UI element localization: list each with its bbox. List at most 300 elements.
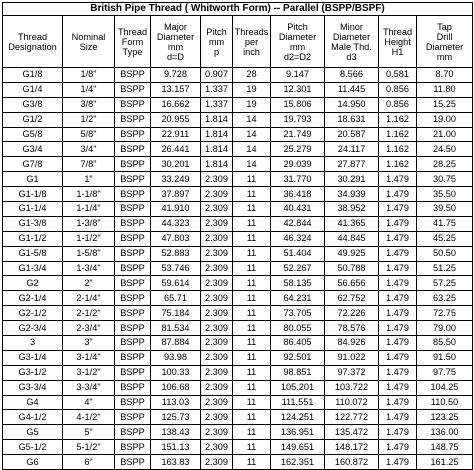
table-cell: 11 xyxy=(233,350,271,365)
table-cell: 19.00 xyxy=(417,112,473,127)
table-cell: 1.479 xyxy=(379,306,417,321)
table-cell: 1.162 xyxy=(379,157,417,172)
table-cell: BSPP xyxy=(115,172,151,187)
table-cell: 18.631 xyxy=(325,112,379,127)
table-cell: 1.479 xyxy=(379,336,417,351)
table-cell: 97.372 xyxy=(325,365,379,380)
table-cell: 80.055 xyxy=(271,321,325,336)
table-cell: BSPP xyxy=(115,321,151,336)
table-cell: 84.926 xyxy=(325,336,379,351)
column-header-line: p xyxy=(213,46,220,57)
column-header xyxy=(417,16,473,68)
table-cell: BSPP xyxy=(115,261,151,276)
table-cell: 1/8" xyxy=(63,68,115,83)
table-cell: 2.309 xyxy=(201,440,233,455)
table-cell: 11 xyxy=(233,440,271,455)
table-cell: 136.00 xyxy=(417,425,473,440)
table-cell: 2.309 xyxy=(201,291,233,306)
table-cell: 25.279 xyxy=(271,142,325,157)
table-cell: G4 xyxy=(3,395,63,410)
table-cell: 1.479 xyxy=(379,395,417,410)
table-cell: G3/8 xyxy=(3,97,63,112)
table-cell: 5" xyxy=(63,425,115,440)
table-cell: 104.25 xyxy=(417,380,473,395)
table-cell: 11 xyxy=(233,306,271,321)
table-cell: BSPP xyxy=(115,112,151,127)
table-cell: 30.291 xyxy=(325,172,379,187)
table-cell: 1.479 xyxy=(379,246,417,261)
table-body xyxy=(3,68,473,470)
table-cell: 1.479 xyxy=(379,261,417,276)
table-cell: 105.201 xyxy=(271,380,325,395)
table-cell: 11 xyxy=(233,410,271,425)
table-cell: 11 xyxy=(233,231,271,246)
table-cell: 8.566 xyxy=(325,68,379,83)
table-cell: 20.955 xyxy=(151,112,201,127)
table-cell: 47.803 xyxy=(151,231,201,246)
table-cell: 21.749 xyxy=(271,127,325,142)
table-cell: 38.952 xyxy=(325,202,379,217)
table-cell: BSPP xyxy=(115,455,151,470)
column-header-line: Threads xyxy=(234,26,269,37)
table-row xyxy=(3,172,473,187)
table-cell: 2.309 xyxy=(201,395,233,410)
column-header-line: Thread xyxy=(117,26,148,37)
table-row xyxy=(3,216,473,231)
table-row xyxy=(3,68,473,83)
column-header xyxy=(63,16,115,68)
table-cell: 24.117 xyxy=(325,142,379,157)
thread-table-container xyxy=(2,2,472,470)
table-cell: BSPP xyxy=(115,82,151,97)
table-cell: 11 xyxy=(233,202,271,217)
table-cell: 41.365 xyxy=(325,216,379,231)
table-cell: 50.788 xyxy=(325,261,379,276)
column-header-line: H1 xyxy=(391,46,404,57)
table-cell: 3 xyxy=(3,336,63,351)
table-cell: 51.25 xyxy=(417,261,473,276)
table-cell: BSPP xyxy=(115,306,151,321)
table-cell: 44.323 xyxy=(151,216,201,231)
table-cell: 14 xyxy=(233,112,271,127)
table-cell: 1.337 xyxy=(201,97,233,112)
table-cell: 87.884 xyxy=(151,336,201,351)
table-cell: 163.83 xyxy=(151,455,201,470)
table-cell: 125.73 xyxy=(151,410,201,425)
table-cell: 135.472 xyxy=(325,425,379,440)
table-cell: 58.135 xyxy=(271,276,325,291)
table-row xyxy=(3,276,473,291)
table-cell: 2.309 xyxy=(201,336,233,351)
table-cell: 4-1/2" xyxy=(63,410,115,425)
table-row xyxy=(3,455,473,470)
table-cell: BSPP xyxy=(115,350,151,365)
table-cell: 11 xyxy=(233,216,271,231)
table-cell: 124.251 xyxy=(271,410,325,425)
table-cell: BSPP xyxy=(115,336,151,351)
table-cell: 110.072 xyxy=(325,395,379,410)
table-cell: 0.907 xyxy=(201,68,233,83)
table-cell: G2 xyxy=(3,276,63,291)
table-cell: 138.43 xyxy=(151,425,201,440)
table-cell: 11 xyxy=(233,276,271,291)
table-cell: 1.479 xyxy=(379,231,417,246)
table-cell: 1-3/8" xyxy=(63,216,115,231)
table-cell: 2" xyxy=(63,276,115,291)
table-cell: 5-1/2" xyxy=(63,440,115,455)
table-cell: 11 xyxy=(233,455,271,470)
table-cell: G1/4 xyxy=(3,82,63,97)
table-cell: 1.814 xyxy=(201,127,233,142)
table-cell: 81.534 xyxy=(151,321,201,336)
table-cell: 3/8" xyxy=(63,97,115,112)
table-cell: 1-5/8" xyxy=(63,246,115,261)
column-header-line: Diameter xyxy=(156,31,195,42)
table-cell: 2.309 xyxy=(201,380,233,395)
table-cell: 111.551 xyxy=(271,395,325,410)
table-cell: 1.479 xyxy=(379,425,417,440)
table-row xyxy=(3,157,473,172)
table-cell: 49.925 xyxy=(325,246,379,261)
table-cell: 9.728 xyxy=(151,68,201,83)
table-cell: 20.587 xyxy=(325,127,379,142)
table-cell: 35.50 xyxy=(417,187,473,202)
column-header-line: Type xyxy=(122,46,143,57)
table-cell: 1.479 xyxy=(379,365,417,380)
table-cell: 100.33 xyxy=(151,365,201,380)
table-cell: G2-3/4 xyxy=(3,321,63,336)
table-cell: 0.856 xyxy=(379,82,417,97)
table-cell: 6" xyxy=(63,455,115,470)
table-cell: 16.662 xyxy=(151,97,201,112)
table-row xyxy=(3,321,473,336)
table-cell: 34.939 xyxy=(325,187,379,202)
column-header-line: Diameter xyxy=(332,31,371,42)
table-cell: 31.770 xyxy=(271,172,325,187)
table-cell: 11 xyxy=(233,365,271,380)
table-cell: 36.418 xyxy=(271,187,325,202)
table-cell: 11.80 xyxy=(417,82,473,97)
table-cell: 136.951 xyxy=(271,425,325,440)
table-cell: BSPP xyxy=(115,202,151,217)
table-cell: 14 xyxy=(233,127,271,142)
table-row xyxy=(3,410,473,425)
table-cell: G3-1/4 xyxy=(3,350,63,365)
table-cell: 1.162 xyxy=(379,142,417,157)
column-header-line: Size xyxy=(79,41,98,52)
table-cell: 41.75 xyxy=(417,216,473,231)
table-cell: 1.162 xyxy=(379,127,417,142)
table-cell: BSPP xyxy=(115,440,151,455)
table-cell: 65.71 xyxy=(151,291,201,306)
table-cell: G1-5/8 xyxy=(3,246,63,261)
table-cell: 11 xyxy=(233,261,271,276)
table-cell: 1.479 xyxy=(379,216,417,231)
table-cell: 1.814 xyxy=(201,157,233,172)
column-header-line: Diameter xyxy=(425,41,464,52)
table-row xyxy=(3,261,473,276)
table-cell: G7/8 xyxy=(3,157,63,172)
table-row xyxy=(3,127,473,142)
table-cell: 11 xyxy=(233,336,271,351)
table-cell: 106.68 xyxy=(151,380,201,395)
table-row xyxy=(3,187,473,202)
table-cell: 52.883 xyxy=(151,246,201,261)
column-header-line: Male Thd. xyxy=(331,41,372,52)
table-cell: BSPP xyxy=(115,425,151,440)
table-cell: 9.147 xyxy=(271,68,325,83)
table-cell: 46.324 xyxy=(271,231,325,246)
column-header-line: Thread xyxy=(17,31,48,42)
column-header-line: d=D xyxy=(166,51,185,62)
table-cell: 2.309 xyxy=(201,455,233,470)
table-cell: 45.25 xyxy=(417,231,473,246)
table-cell: G5/8 xyxy=(3,127,63,142)
table-cell: 64.231 xyxy=(271,291,325,306)
table-cell: 122.772 xyxy=(325,410,379,425)
table-cell: 57.25 xyxy=(417,276,473,291)
table-cell: 75.184 xyxy=(151,306,201,321)
table-cell: 39.50 xyxy=(417,202,473,217)
table-cell: 72.75 xyxy=(417,306,473,321)
table-cell: 3-3/4" xyxy=(63,380,115,395)
table-cell: 1" xyxy=(63,172,115,187)
table-cell: 3-1/4" xyxy=(63,350,115,365)
table-cell: 91.50 xyxy=(417,350,473,365)
table-cell: 148.172 xyxy=(325,440,379,455)
table-cell: 86.405 xyxy=(271,336,325,351)
table-cell: BSPP xyxy=(115,231,151,246)
table-cell: 11 xyxy=(233,187,271,202)
table-cell: G4-1/2 xyxy=(3,410,63,425)
thread-table xyxy=(2,2,473,470)
table-cell: 41.910 xyxy=(151,202,201,217)
column-header-line: mm xyxy=(208,36,225,47)
table-cell: 40.431 xyxy=(271,202,325,217)
table-cell: 160.872 xyxy=(325,455,379,470)
table-cell: 85.50 xyxy=(417,336,473,351)
column-header xyxy=(151,16,201,68)
table-cell: 1.479 xyxy=(379,410,417,425)
table-cell: 1-1/8" xyxy=(63,187,115,202)
table-cell: 1.479 xyxy=(379,276,417,291)
table-cell: 11.445 xyxy=(325,82,379,97)
table-cell: G3/4 xyxy=(3,142,63,157)
table-cell: 2.309 xyxy=(201,231,233,246)
column-header-line: mm xyxy=(436,51,453,62)
table-cell: 2.309 xyxy=(201,425,233,440)
column-header-line: per xyxy=(244,36,259,47)
table-cell: G1-3/8 xyxy=(3,216,63,231)
table-cell: 0.581 xyxy=(379,68,417,83)
table-cell: 11 xyxy=(233,380,271,395)
table-cell: G3-1/2 xyxy=(3,365,63,380)
column-header-line: d3 xyxy=(346,51,357,62)
table-cell: 5/8" xyxy=(63,127,115,142)
table-cell: G3-3/4 xyxy=(3,380,63,395)
column-header-line: d2=D2 xyxy=(283,51,312,62)
table-cell: 13.157 xyxy=(151,82,201,97)
table-cell: 42.844 xyxy=(271,216,325,231)
table-cell: BSPP xyxy=(115,410,151,425)
table-cell: 19 xyxy=(233,97,271,112)
table-cell: 2.309 xyxy=(201,246,233,261)
table-cell: G1-1/8 xyxy=(3,187,63,202)
table-cell: 113.03 xyxy=(151,395,201,410)
table-cell: 7/8" xyxy=(63,157,115,172)
table-cell: 11 xyxy=(233,321,271,336)
column-header-line: Thread xyxy=(382,26,413,37)
table-cell: 1-1/2" xyxy=(63,231,115,246)
table-cell: 1/2" xyxy=(63,112,115,127)
table-cell: G1-1/2 xyxy=(3,231,63,246)
table-cell: 93.98 xyxy=(151,350,201,365)
column-header-line: Form xyxy=(121,36,144,47)
column-header xyxy=(233,16,271,68)
table-cell: 1.479 xyxy=(379,291,417,306)
column-header-line: Designation xyxy=(8,41,57,52)
table-cell: 1-1/4" xyxy=(63,202,115,217)
table-cell: 2.309 xyxy=(201,410,233,425)
table-cell: 2.309 xyxy=(201,172,233,187)
table-row xyxy=(3,291,473,306)
column-header xyxy=(201,16,233,68)
table-cell: BSPP xyxy=(115,157,151,172)
table-cell: 2.309 xyxy=(201,216,233,231)
table-cell: 1.479 xyxy=(379,321,417,336)
column-header-line: Drill xyxy=(436,31,453,42)
table-cell: 15.806 xyxy=(271,97,325,112)
table-cell: 30.201 xyxy=(151,157,201,172)
column-header-line: Diameter xyxy=(278,31,317,42)
table-cell: 1.337 xyxy=(201,82,233,97)
column-header-line: mm xyxy=(289,41,306,52)
table-cell: 11 xyxy=(233,172,271,187)
table-row xyxy=(3,246,473,261)
column-header xyxy=(3,16,63,68)
column-header-line: Nominal xyxy=(71,31,106,42)
table-cell: 1.479 xyxy=(379,440,417,455)
table-cell: 110.50 xyxy=(417,395,473,410)
table-row xyxy=(3,425,473,440)
table-cell: 2.309 xyxy=(201,350,233,365)
table-cell: 2-3/4" xyxy=(63,321,115,336)
table-cell: G1-1/4 xyxy=(3,202,63,217)
table-cell: 14 xyxy=(233,142,271,157)
table-cell: 19 xyxy=(233,82,271,97)
table-cell: 29.039 xyxy=(271,157,325,172)
table-cell: 3/4" xyxy=(63,142,115,157)
column-header xyxy=(379,16,417,68)
table-cell: G2-1/4 xyxy=(3,291,63,306)
table-cell: 97.75 xyxy=(417,365,473,380)
column-header xyxy=(325,16,379,68)
table-cell: 148.75 xyxy=(417,440,473,455)
column-header-line: mm xyxy=(167,41,184,52)
title-row xyxy=(3,3,473,16)
table-row xyxy=(3,306,473,321)
table-cell: 51.404 xyxy=(271,246,325,261)
table-cell: BSPP xyxy=(115,291,151,306)
table-cell: G6 xyxy=(3,455,63,470)
table-cell: 11 xyxy=(233,395,271,410)
table-cell: 2.309 xyxy=(201,306,233,321)
table-cell: 1/4" xyxy=(63,82,115,97)
table-cell: 19.793 xyxy=(271,112,325,127)
table-cell: 37.897 xyxy=(151,187,201,202)
table-cell: 161.25 xyxy=(417,455,473,470)
table-cell: 1.479 xyxy=(379,202,417,217)
table-cell: 24.50 xyxy=(417,142,473,157)
table-cell: 3-1/2" xyxy=(63,365,115,380)
table-cell: 1.479 xyxy=(379,455,417,470)
table-row xyxy=(3,336,473,351)
table-cell: BSPP xyxy=(115,365,151,380)
table-cell: BSPP xyxy=(115,395,151,410)
column-header xyxy=(271,16,325,68)
table-cell: 33.249 xyxy=(151,172,201,187)
table-cell: 8.70 xyxy=(417,68,473,83)
table-cell: 28 xyxy=(233,68,271,83)
table-row xyxy=(3,112,473,127)
table-cell: 28.25 xyxy=(417,157,473,172)
table-cell: G2-1/2 xyxy=(3,306,63,321)
table-cell: 27.877 xyxy=(325,157,379,172)
table-cell: BSPP xyxy=(115,142,151,157)
table-cell: 2-1/2" xyxy=(63,306,115,321)
table-cell: 56.656 xyxy=(325,276,379,291)
table-cell: 103.722 xyxy=(325,380,379,395)
table-row xyxy=(3,440,473,455)
table-cell: 11 xyxy=(233,425,271,440)
column-header-line: Major xyxy=(164,21,187,32)
table-cell: 1.479 xyxy=(379,187,417,202)
table-cell: 151.13 xyxy=(151,440,201,455)
table-cell: 92.501 xyxy=(271,350,325,365)
table-cell: 1.479 xyxy=(379,380,417,395)
table-cell: BSPP xyxy=(115,380,151,395)
table-row xyxy=(3,365,473,380)
table-row xyxy=(3,142,473,157)
table-cell: 14 xyxy=(233,157,271,172)
table-cell: 73.705 xyxy=(271,306,325,321)
table-cell: 52.267 xyxy=(271,261,325,276)
table-cell: G1/2 xyxy=(3,112,63,127)
table-cell: 44.845 xyxy=(325,231,379,246)
column-header-line: inch xyxy=(243,46,260,57)
table-row xyxy=(3,380,473,395)
table-cell: 79.00 xyxy=(417,321,473,336)
table-cell: G1 xyxy=(3,172,63,187)
table-cell: 14.950 xyxy=(325,97,379,112)
table-cell: 22.911 xyxy=(151,127,201,142)
table-cell: 59.614 xyxy=(151,276,201,291)
table-row xyxy=(3,231,473,246)
table-cell: 1.814 xyxy=(201,112,233,127)
table-cell: 1.162 xyxy=(379,112,417,127)
table-cell: BSPP xyxy=(115,276,151,291)
table-cell: BSPP xyxy=(115,187,151,202)
table-cell: 1.479 xyxy=(379,172,417,187)
table-cell: 30.75 xyxy=(417,172,473,187)
table-title: British Pipe Thread ( Whitworth Form) -- Parallel (BSPP/BSPF) xyxy=(3,3,473,16)
table-cell: G1/8 xyxy=(3,68,63,83)
table-cell: 63.25 xyxy=(417,291,473,306)
table-cell: 11 xyxy=(233,291,271,306)
table-cell: BSPP xyxy=(115,216,151,231)
table-cell: 2.309 xyxy=(201,365,233,380)
header-row xyxy=(3,16,473,68)
